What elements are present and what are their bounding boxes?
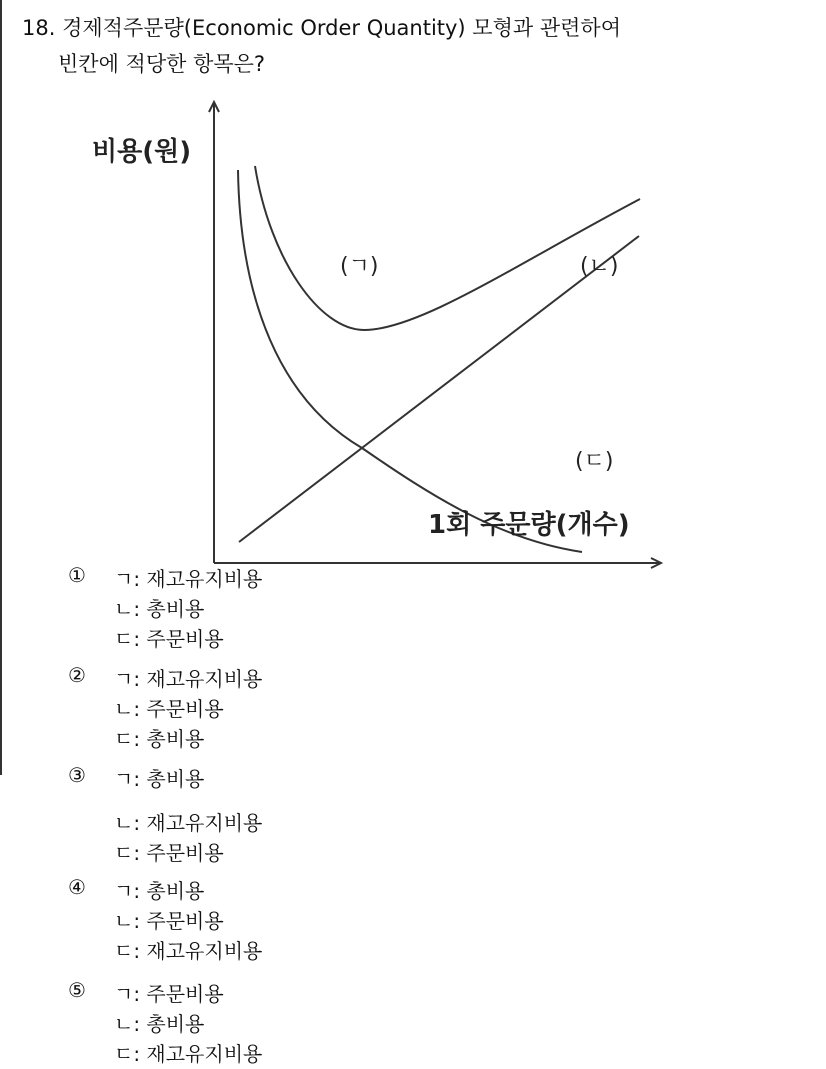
line-holding-cost (239, 236, 639, 542)
y-axis-label: 비용(원) (92, 137, 192, 167)
option-line: ㄱ: 총비용 (114, 767, 205, 791)
option-marker: ⑤ (68, 978, 86, 1002)
option-line: ㄴ: 주문비용 (114, 697, 224, 721)
option-line: ㄴ: 주문비용 (114, 909, 224, 933)
option-line: ㄷ: 재고유지비용 (114, 939, 263, 963)
curve-label-c: (ㄷ) (575, 449, 614, 474)
curve-ordering-cost (238, 170, 582, 552)
page-break-clip (0, 754, 826, 791)
x-axis-label: 1회 주문량(개수) (428, 510, 630, 540)
option-line: ㄱ: 재고유지비용 (114, 667, 263, 691)
option-line: ㄴ: 총비용 (114, 1012, 205, 1036)
option-line: ㄱ: 총비용 (114, 879, 205, 903)
option-line: ㄷ: 재고유지비용 (114, 1042, 263, 1066)
option-line: ㄷ: 총비용 (114, 727, 205, 751)
option-line: ㄴ: 총비용 (114, 597, 205, 621)
question-text: 경제적주문량(Economic Order Quantity) 모형과 관련하여 (62, 16, 621, 40)
option-line: ㄷ: 주문비용 (114, 841, 224, 865)
option-marker: ② (68, 663, 86, 687)
option-marker: ③ (68, 763, 86, 787)
option-line: ㄴ: 재고유지비용 (114, 811, 263, 835)
option-marker: ① (68, 563, 86, 587)
question-line-2: 빈칸에 적당한 항목은? (58, 52, 266, 76)
curve-label-b: (ㄴ) (580, 254, 619, 279)
option-marker: ④ (68, 875, 86, 899)
curve-label-a: (ㄱ) (340, 254, 379, 279)
option-line: ㄱ: 재고유지비용 (114, 567, 263, 591)
question-number: 18. (22, 16, 56, 40)
option-line: ㄷ: 주문비용 (114, 627, 224, 651)
curve-total-cost (255, 166, 640, 330)
option-line: ㄱ: 주문비용 (114, 982, 224, 1006)
